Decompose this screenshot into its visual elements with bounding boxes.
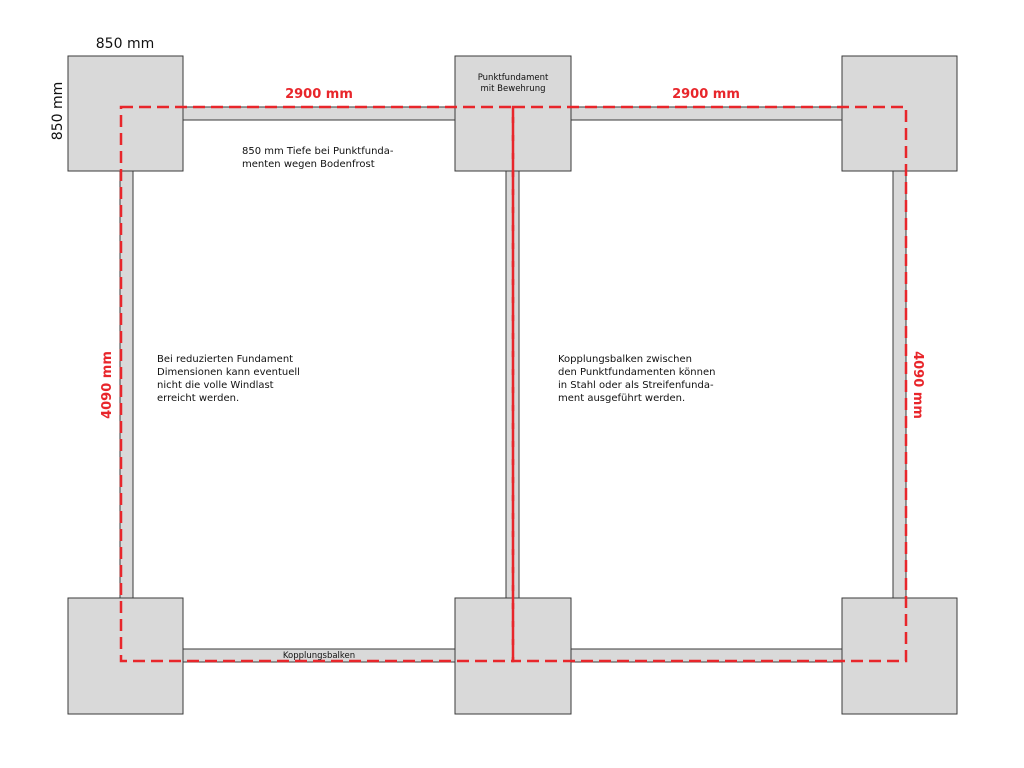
coupling-beam-top-right [571,107,842,120]
note-reduced-line: nicht die volle Windlast [157,380,274,391]
note-frost-line: menten wegen Bodenfrost [242,159,375,170]
beam-label: Kopplungsbalken [282,651,356,661]
dimension-footing-height: 850 mm [50,81,66,141]
note-coupling-line: in Stahl oder als Streifenfunda- [558,380,714,391]
note-reduced-line: erreicht werden. [157,393,240,404]
footing-bottom-right [842,598,957,714]
footing-bottom-left [68,598,183,714]
note-reduced-line: Bei reduzierten Fundament [157,354,294,365]
dimension-depth-right: 4090 mm [910,351,925,419]
note-coupling [558,354,715,404]
footing-label-line2: mit Bewehrung [480,84,546,94]
dimension-span-right: 2900 mm [672,87,740,102]
dimension-depth-left: 4090 mm [100,351,115,419]
note-reduced-line: Dimensionen kann eventuell [157,367,300,378]
footing-top-left [68,56,183,171]
note-frost [242,146,394,170]
note-coupling-line: ment ausgeführt werden. [558,393,686,404]
footing-top-right [842,56,957,171]
dimension-footing-width: 850 mm [95,36,155,52]
note-coupling-line: den Punktfundamenten können [558,367,716,378]
note-frost-line: 850 mm Tiefe bei Punktfunda- [242,146,394,157]
note-coupling-line: Kopplungsbalken zwischen [558,354,692,365]
note-reduced [157,354,300,404]
footing-label-line1: Punktfundament [477,73,549,83]
coupling-beam-right [893,171,906,598]
dimension-span-left: 2900 mm [285,87,353,102]
coupling-beam-top-left [183,107,455,120]
